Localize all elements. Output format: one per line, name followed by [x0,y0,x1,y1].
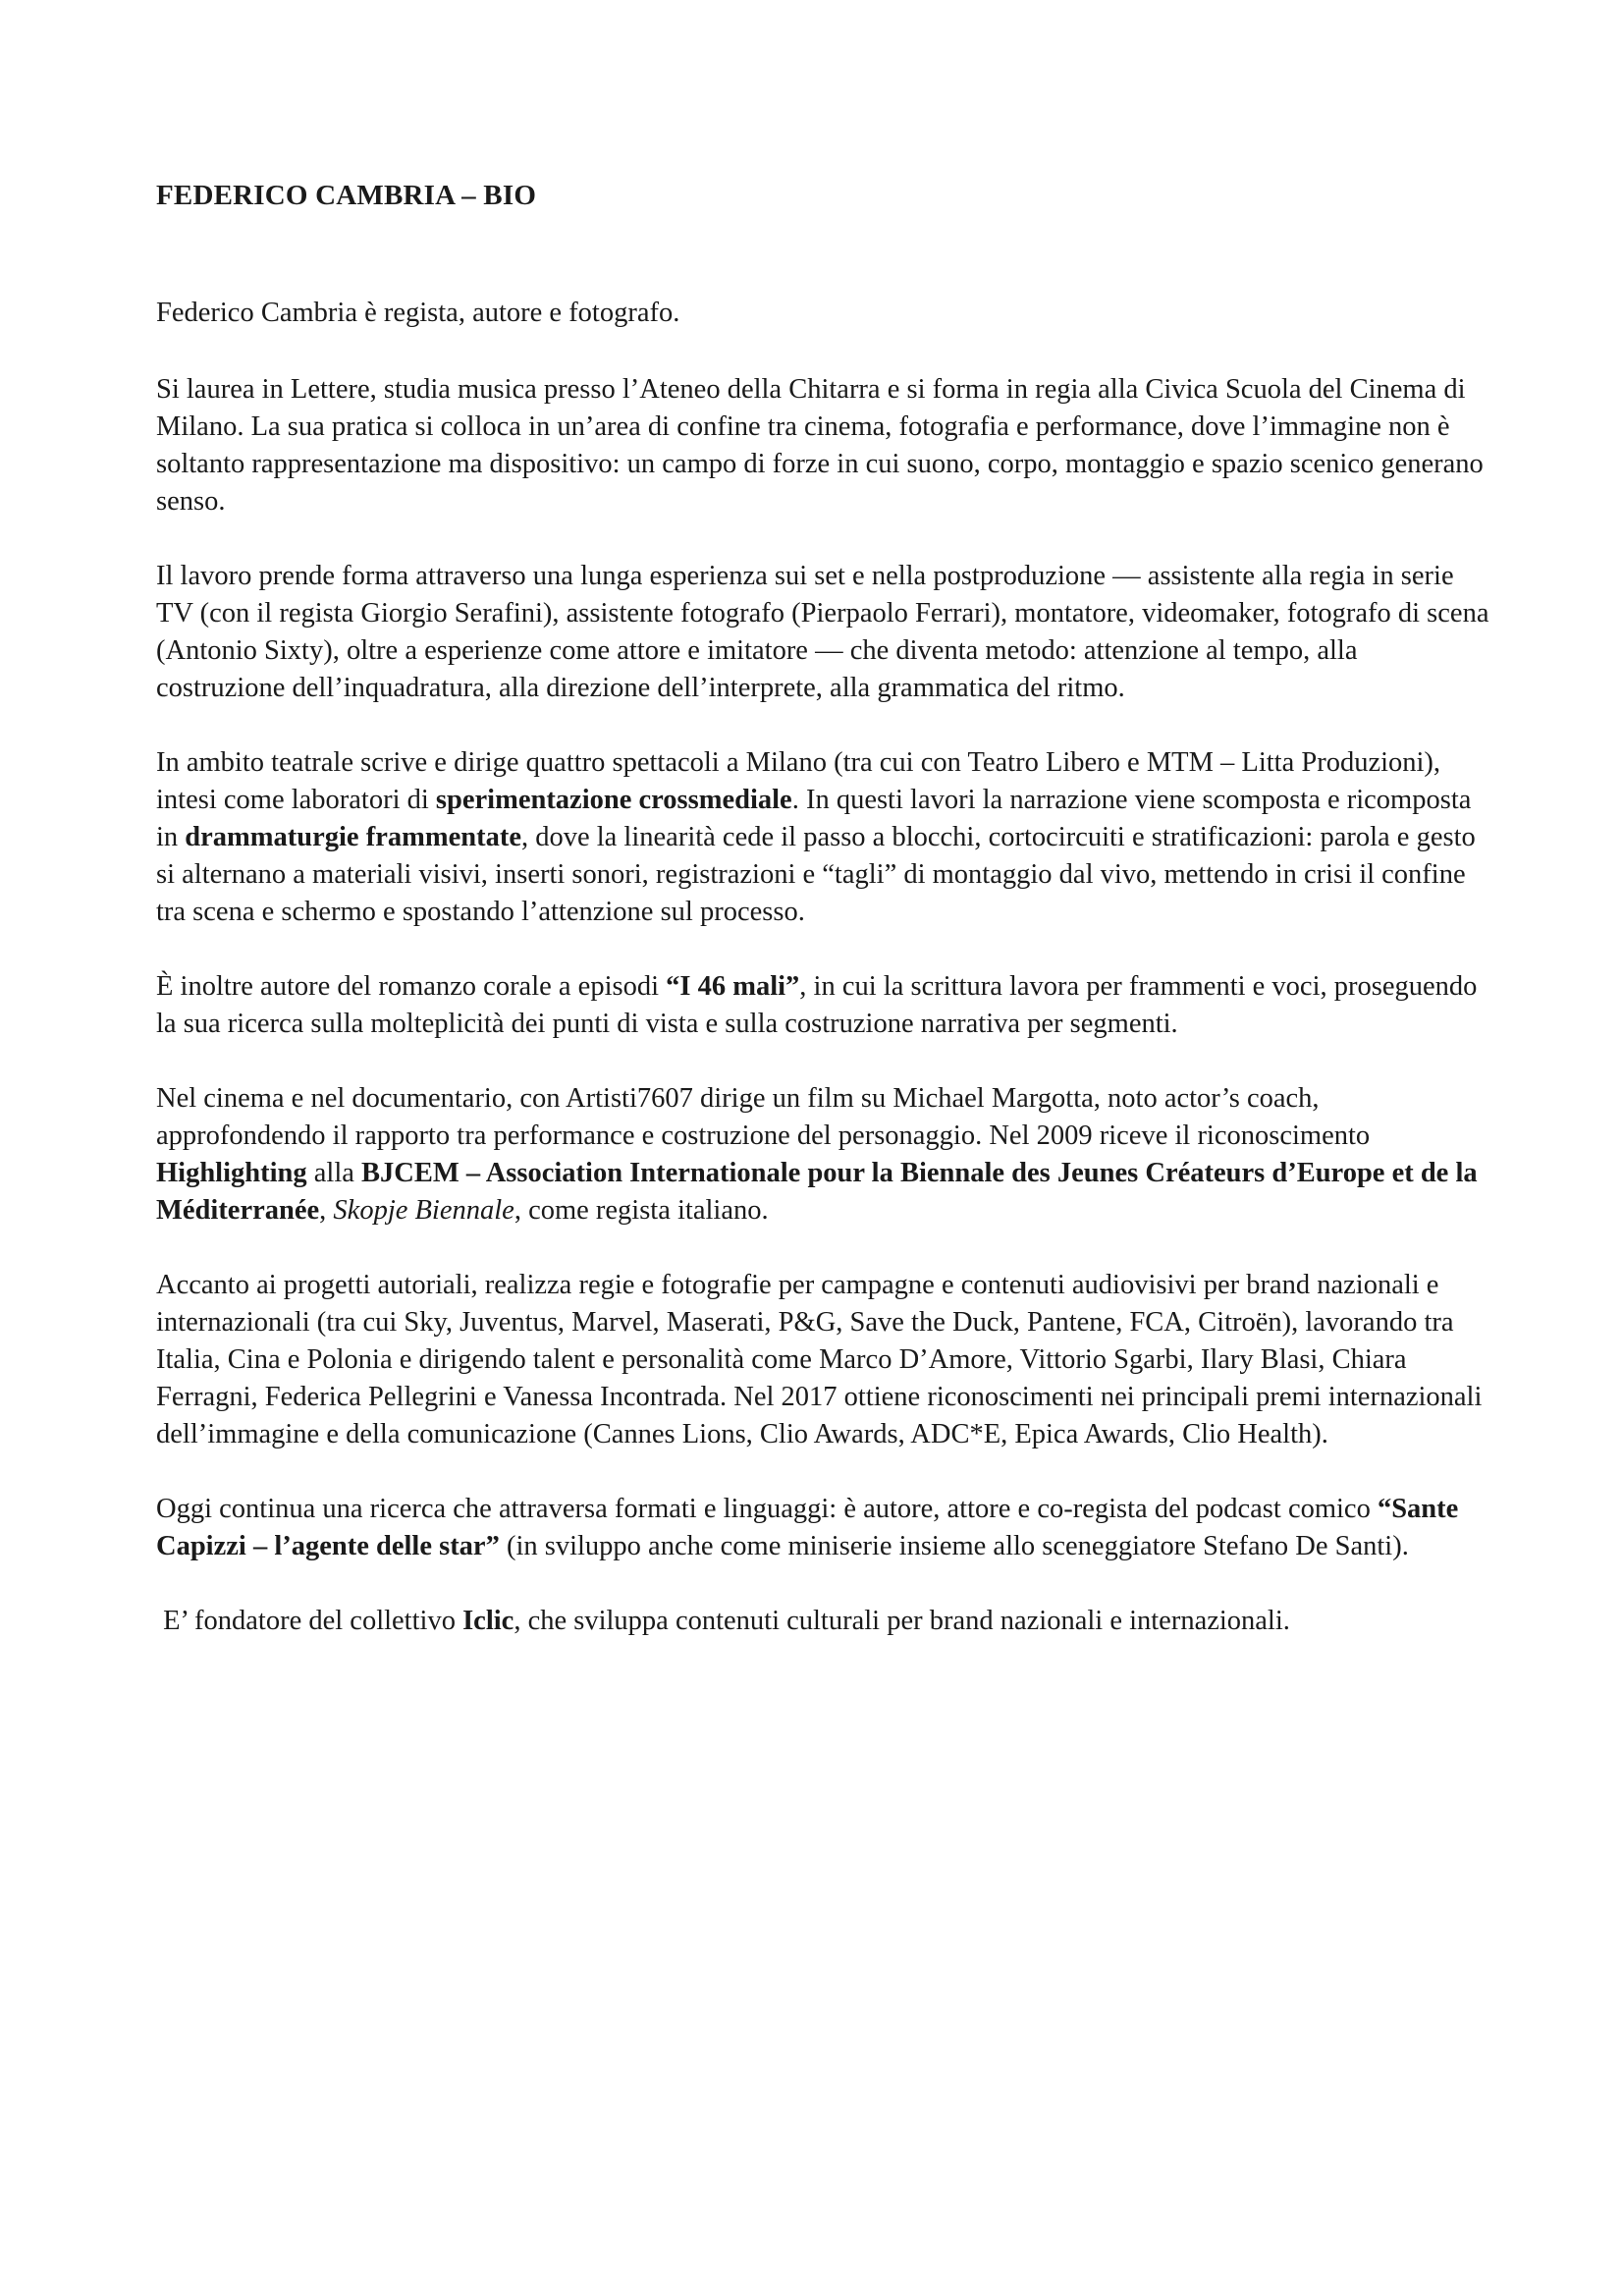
text-run: , [319,1195,334,1226]
bold-text: BJCEM – Association Internationale pour la Biennale des Jeunes Créateurs d’Europe et de la Méditerranée [156,1158,1478,1226]
text-run: , dove la linearità cede il passo a blocchi, cortocircuiti e stratificazioni: parola e gesto si alternano a materiali visivi, inserti sonori, registrazioni e “tagli” di montaggio dal vivo, mettendo in crisi il confine tra scena e schermo e spostando l’attenzione sul processo. [156,822,1476,927]
bold-text: sperimentazione crossmediale [435,785,792,815]
bold-text: “I 46 mali” [666,971,800,1002]
text-run: . In questi lavori la narrazione viene scomposta e ricomposta in [156,785,1472,852]
text-run: alla [306,1158,362,1188]
paragraph-experience: Il lavoro prende forma attraverso una lunga esperienza sui set e nella postproduzione — assistente alla regia in serie TV (con il regista Giorgio Serafini), assistente fotografo (Pierpaolo Ferrari), montatore, videomaker, fotografo di scena (Antonio Sixty), oltre a esperienze come attore e imitatore — che diventa metodo: attenzione al tempo, alla costruzione dell’inquadratura, alla direzione dell’interprete, alla grammatica del ritmo. [156,561,1489,703]
text-run: (in sviluppo anche come miniserie insieme allo sceneggiatore Stefano De Santi). [499,1531,1409,1561]
paragraph-novel [156,968,1491,1043]
text-run: Nel cinema e nel documentario, con Artisti7607 dirige un film su Michael Margotta, noto actor’s coach, approfondendo il rapporto tra performance e costruzione del personaggio. Nel 2009 riceve il riconoscimento [156,1083,1371,1151]
text-run: È inoltre autore del romanzo corale a episodi [156,971,667,1002]
document-title: FEDERICO CAMBRIA – BIO [156,180,537,211]
bold-text: drammaturgie frammentate [185,822,521,852]
paragraph-brands: Accanto ai progetti autoriali, realizza regie e fotografie per campagne e contenuti audiovisivi per brand nazionali e internazionali (tra cui Sky, Juventus, Marvel, Maserati, P&G, Save the Duck, Pantene, FCA, Citroën), lavorando tra Italia, Cina e Polonia e dirigendo talent e personalità come Marco D’Amore, Vittorio Sgarbi, Ilary Blasi, Chiara Ferragni, Federica Pellegrini e Vanessa Incontrada. Nel 2017 ottiene riconoscimenti nei principali premi internazionali dell’immagine e della comunicazione (Cannes Lions, Clio Awards, ADC*E, Epica Awards, Clio Health). [156,1270,1483,1449]
text-run: , che sviluppa contenuti culturali per brand nazionali e internazionali. [514,1606,1290,1636]
document-body [156,177,1491,1677]
text-run: In ambito teatrale scrive e dirige quattro spettacoli a Milano (tra cui con Teatro Libero e MTM – Litta Produzioni), intesi come laboratori di [156,747,1441,815]
paragraph-podcast [156,1491,1491,1565]
text-run: E’ fondatore del collettivo [156,1606,463,1636]
text-run: Oggi continua una ricerca che attraversa formati e linguaggi: è autore, attore e co-regista del podcast comico [156,1494,1378,1524]
bold-text: Highlighting [156,1158,307,1188]
paragraph-theatre [156,744,1491,931]
paragraph-intro: Federico Cambria è regista, autore e fotografo. [156,298,680,328]
paragraph-collective [156,1603,1491,1640]
text-run: , in cui la scrittura lavora per frammenti e voci, proseguendo la sua ricerca sulla molteplicità dei punti di vista e sulla costruzione narrativa per segmenti. [156,971,1478,1039]
text-run: , come regista italiano. [514,1195,769,1226]
bold-text: “Sante Capizzi – l’agente delle star” [156,1494,1459,1561]
italic-text: Skopje Biennale [333,1195,514,1226]
bold-text: Iclic [462,1606,514,1636]
paragraph-cinema [156,1080,1491,1230]
paragraph-education: Si laurea in Lettere, studia musica presso l’Ateneo della Chitarra e si forma in regia alla Civica Scuola del Cinema di Milano. La sua pratica si colloca in un’area di confine tra cinema, fotografia e performance, dove l’immagine non è soltanto rappresentazione ma dispositivo: un campo di forze in cui suono, corpo, montaggio e spazio scenico generano senso. [156,374,1484,517]
